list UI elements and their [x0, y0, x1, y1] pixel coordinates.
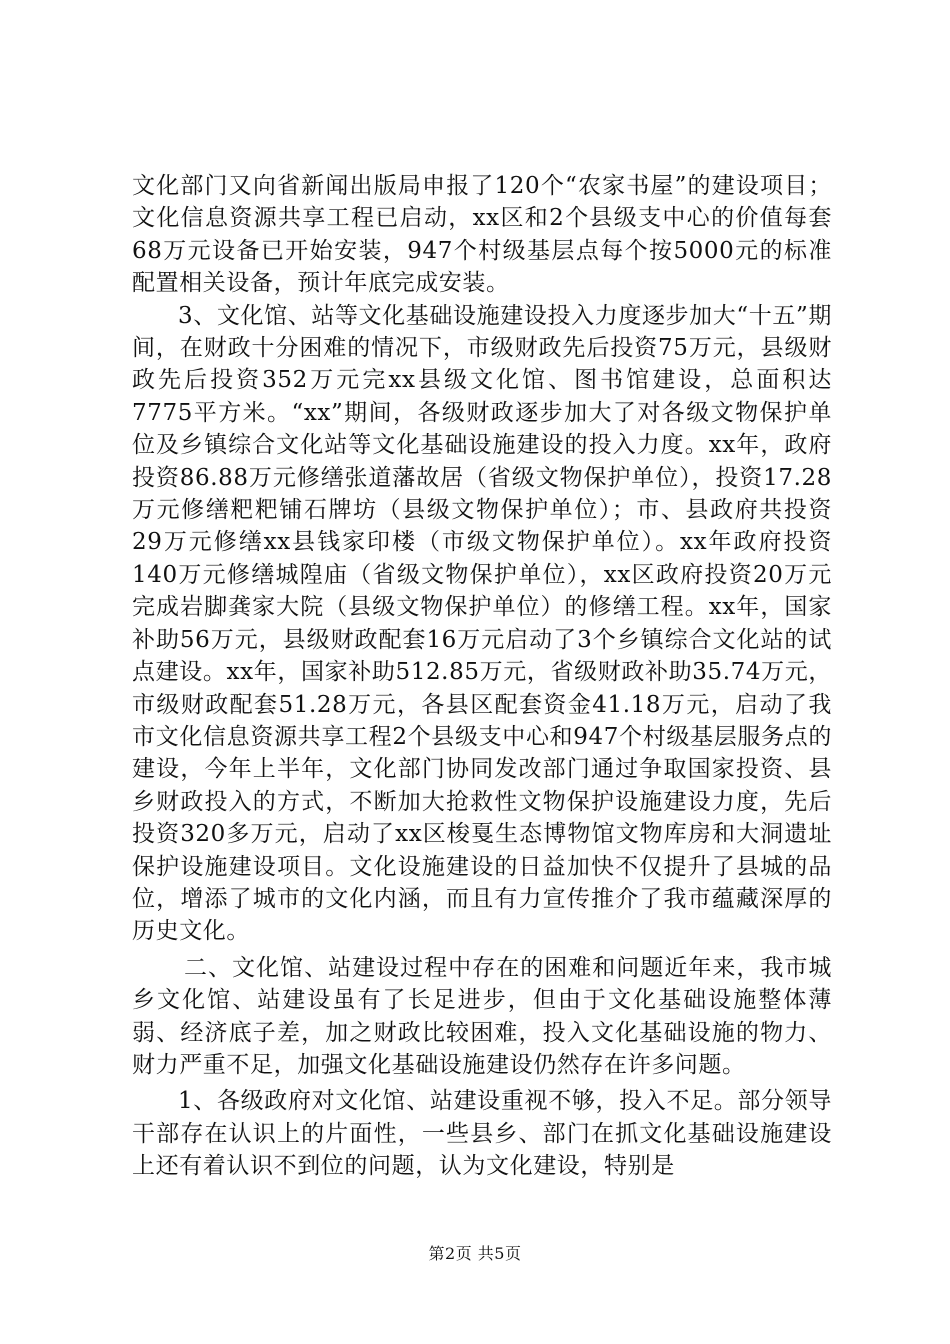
paragraph-continuation: 文化部门又向省新闻出版局申报了120个“农家书屋”的建设项目；文化信息资源共享工程已启动，xx区和2个县级支中心的价值每套68万元设备已开始安装，947个村级基层点每个按5000元的标准配置相关设备，预计年底完成安装。	[132, 173, 832, 297]
page-number: 第2页 共5页	[428, 1244, 522, 1263]
paragraph-section-two-heading: 二、文化馆、站建设过程中存在的困难和问题近年来，我市城乡文化馆、站建设虽有了长足进步，但由于文化基础设施整体薄弱、经济底子差，加之财政比较困难，投入文化基础设施的物力、财力严重不足，加强文化基础设施建设仍然存在许多问题。	[132, 954, 832, 1078]
paragraph-section-3: 3、文化馆、站等文化基础设施建设投入力度逐步加大“十五”期间，在财政十分困难的情况下，市级财政先后投资75万元，县级财政先后投资352万元完xx县级文化馆、图书馆建设，总面积达7775平方米。“xx”期间，各级财政逐步加大了对各级文物保护单位及乡镇综合文化站等文化基础设施建设的投入力度。xx年，政府投资86.88万元修缮张道藩故居（省级文物保护单位），投资17.28万元修缮粑粑铺石牌坊（县级文物保护单位）；市、县政府共投资29万元修缮xx县钱家印楼（市级文物保护单位）。xx年政府投资140万元修缮城隍庙（省级文物保护单位），xx区政府投资20万元完成岩脚龚家大院（县级文物保护单位）的修缮工程。xx年，国家补助56万元，县级财政配套16万元启动了3个乡镇综合文化站的试点建设。xx年，国家补助512.85万元，省级财政补助35.74万元，市级财政配套51.28万元，各县区配套资金41.18万元，启动了我市文化信息资源共享工程2个县级支中心和947个村级基层服务点的建设，今年上半年，文化部门协同发改部门通过争取国家投资、县乡财政投入的方式，不断加大抢救性文物保护设施建设力度，先后投资320多万元，启动了xx区梭戛生态博物馆文物库房和大洞遗址保护设施建设项目。文化设施建设的日益加快不仅提升了县城的品位，增添了城市的文化内涵，而且有力宣传推介了我市蕴藏深厚的历史文化。	[132, 302, 832, 945]
paragraph-point-1: 1、各级政府对文化馆、站建设重视不够，投入不足。部分领导干部存在认识上的片面性，一些县乡、部门在抓文化基础设施建设上还有着认识不到位的问题，认为文化建设，特别是	[132, 1088, 832, 1180]
page-footer	[0, 1244, 950, 1264]
body-text	[132, 170, 832, 1183]
